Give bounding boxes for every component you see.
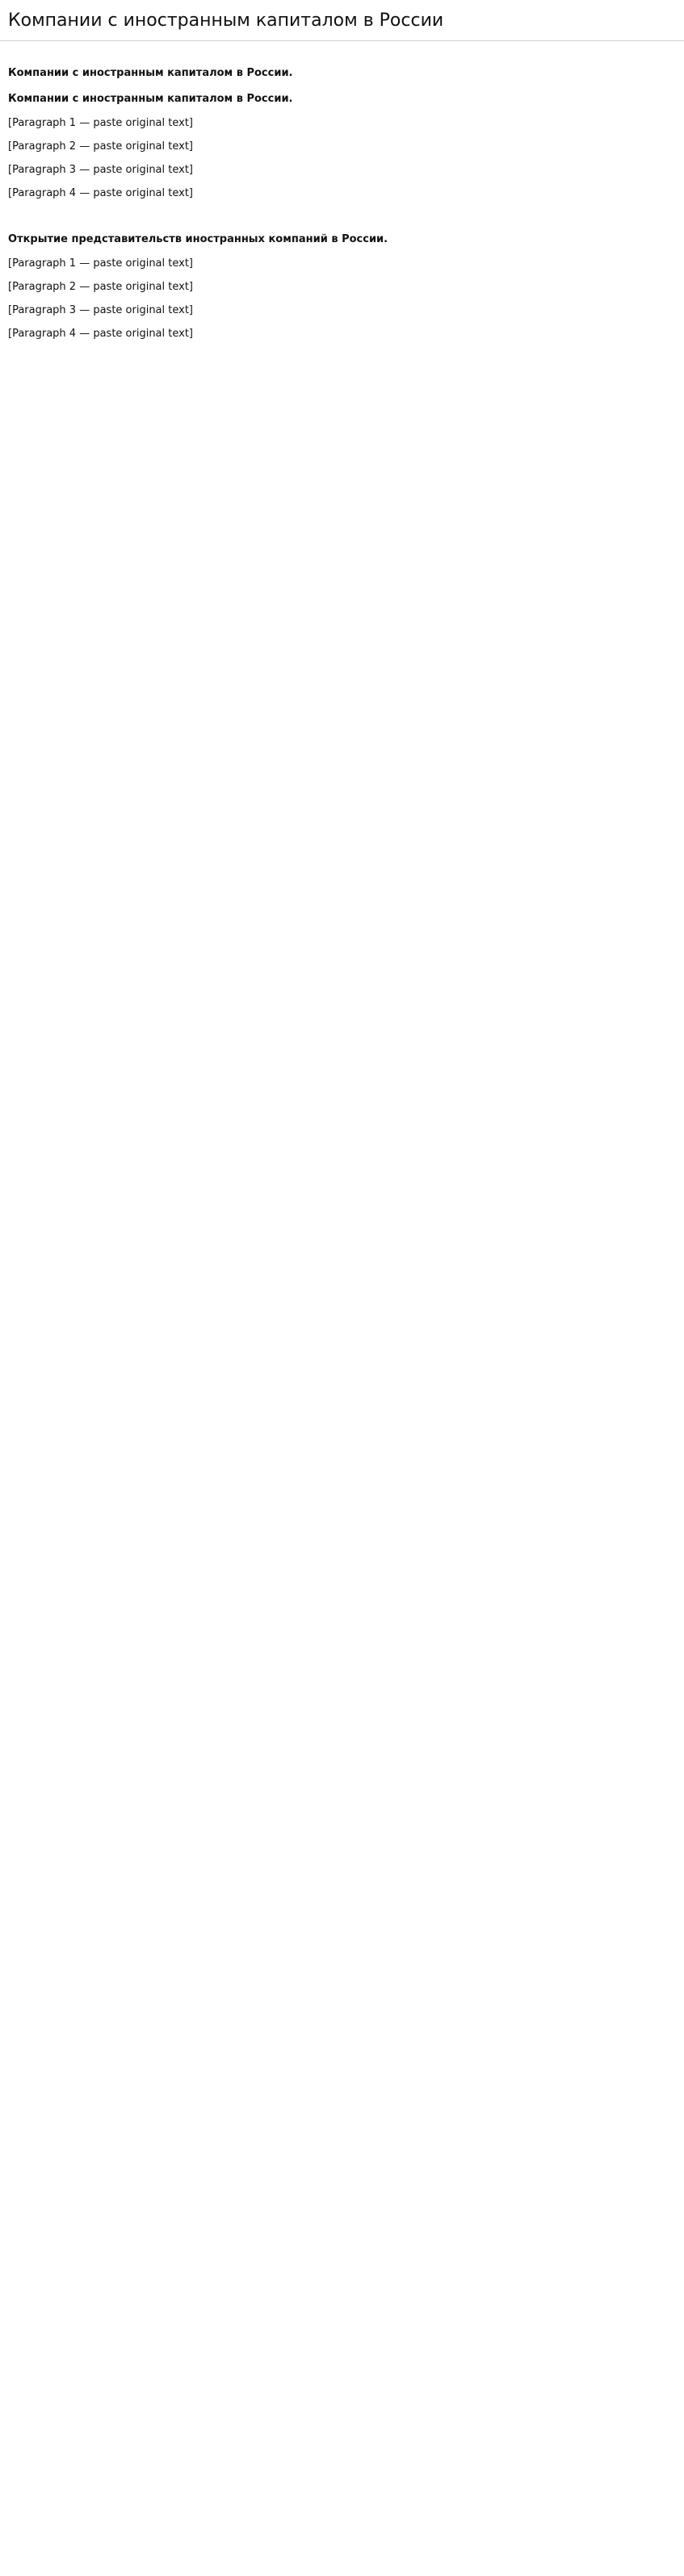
heading-representative-offices: Открытие представительств иностранных компаний в России. <box>8 233 388 245</box>
paragraph: [Paragraph 4 — paste original text] <box>8 328 193 340</box>
heading-foreign-capital-repeat: Компании с иностранным капиталом в России. <box>8 93 293 105</box>
spacer <box>8 209 676 222</box>
paragraph: [Paragraph 3 — paste original text] <box>8 164 193 176</box>
section-representative-offices <box>8 256 676 341</box>
page <box>0 0 684 369</box>
paragraph: [Paragraph 2 — paste original text] <box>8 281 193 293</box>
paragraph: [Paragraph 1 — paste original text] <box>8 257 193 270</box>
paragraph: [Paragraph 1 — paste original text] <box>8 117 193 129</box>
section-foreign-capital <box>8 115 676 201</box>
page-title: Компании с иностранным капиталом в России <box>0 0 684 41</box>
article <box>0 41 684 341</box>
paragraph: [Paragraph 2 — paste original text] <box>8 140 193 153</box>
paragraph: [Paragraph 4 — paste original text] <box>8 187 193 199</box>
heading-foreign-capital: Компании с иностранным капиталом в России. <box>8 67 293 79</box>
paragraph: [Paragraph 3 — paste original text] <box>8 304 193 316</box>
